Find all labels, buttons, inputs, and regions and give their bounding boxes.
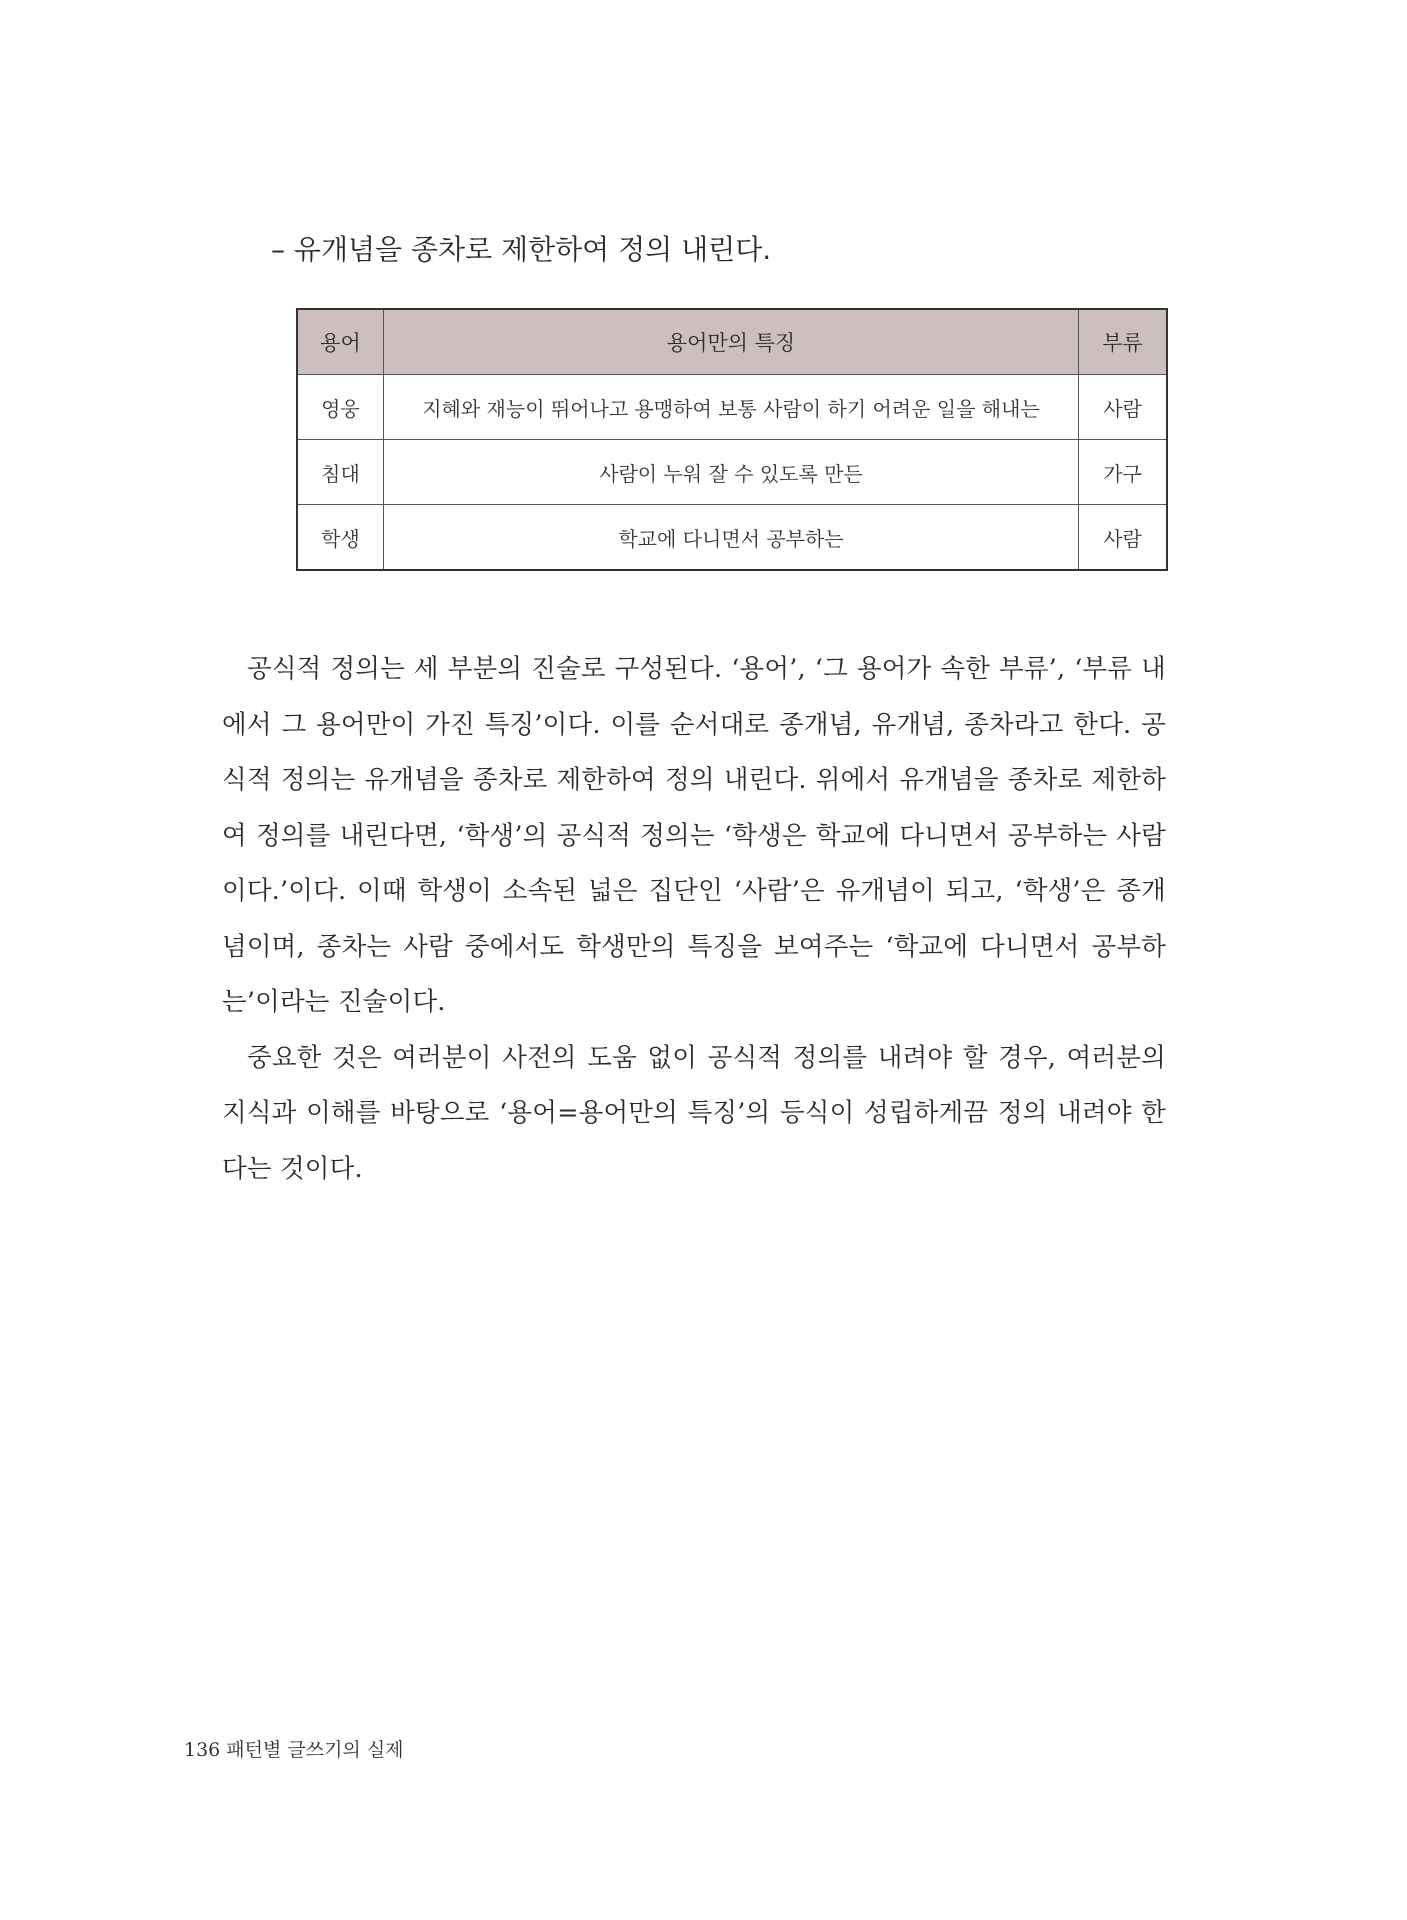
cell-term: 학생 <box>297 505 383 571</box>
cell-category: 사람 <box>1079 505 1167 571</box>
cell-term: 영웅 <box>297 375 383 440</box>
page-number: 136 <box>184 1739 221 1761</box>
cell-category: 사람 <box>1079 375 1167 440</box>
book-title: 패턴별 글쓰기의 실제 <box>226 1739 404 1761</box>
header-feature: 용어만의 특징 <box>383 309 1078 375</box>
section-heading: – 유개념을 종차로 제한하여 정의 내린다. <box>271 233 772 266</box>
cell-category: 가구 <box>1079 440 1167 505</box>
header-category: 부류 <box>1079 309 1167 375</box>
table-row <box>297 375 1167 440</box>
table-row <box>297 505 1167 571</box>
paragraph: 중요한 것은 여러분이 사전의 도움 없이 공식적 정의를 내려야 할 경우, 여러분의 지식과 이해를 바탕으로 ‘용어=용어만의 특징’의 등식이 성립하게끔 정의 내려야 한다는 것이다. <box>222 1042 1166 1184</box>
body-text <box>222 642 1166 1197</box>
page-footer <box>184 1735 404 1762</box>
cell-feature: 학교에 다니면서 공부하는 <box>383 505 1078 571</box>
table-row <box>297 440 1167 505</box>
cell-feature: 사람이 누워 잘 수 있도록 만든 <box>383 440 1078 505</box>
header-term: 용어 <box>297 309 383 375</box>
table-header-row <box>297 309 1167 375</box>
cell-feature: 지혜와 재능이 뛰어나고 용맹하여 보통 사람이 하기 어려운 일을 해내는 <box>383 375 1078 440</box>
paragraph: 공식적 정의는 세 부분의 진술로 구성된다. ‘용어’, ‘그 용어가 속한 부류’, ‘부류 내에서 그 용어만이 가진 특징’이다. 이를 순서대로 종개념, 유개념, 종차라고 한다. 공식적 정의는 유개념을 종차로 제한하여 정의 내린다. 위에서 유개념을 종차로 제한하여 정의를 내린다면, ‘학생’의 공식적 정의는 ‘학생은 학교에 다니면서 공부하는 사람이다.’이다. 이때 학생이 소속된 넓은 집단인 ‘사람’은 유개념이 되고, ‘학생’은 종개념이며, 종차는 사람 중에서도 학생만의 특징을 보여주는 ‘학교에 다니면서 공부하는’이라는 진술이다. <box>222 654 1166 1017</box>
cell-term: 침대 <box>297 440 383 505</box>
definition-table <box>296 308 1168 571</box>
